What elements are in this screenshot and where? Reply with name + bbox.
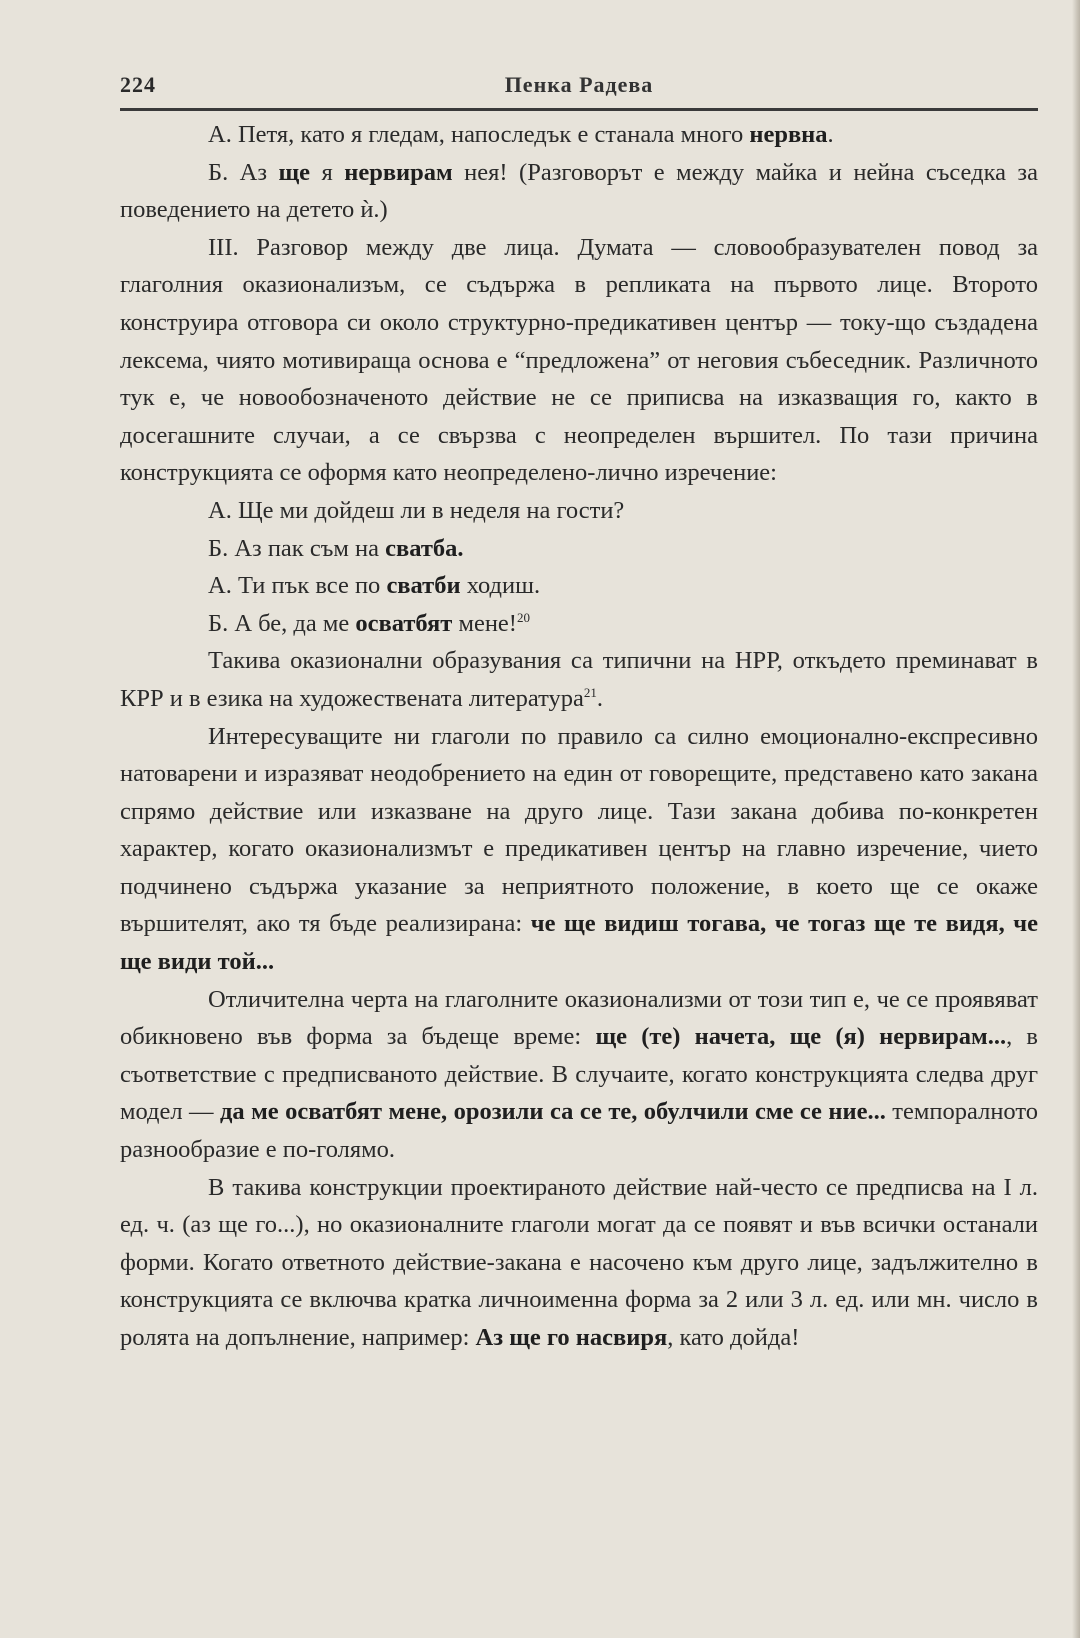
emphasis-text: нервна — [749, 121, 828, 148]
text-run: ходиш. — [460, 572, 541, 600]
paragraph — [120, 116, 1038, 154]
text-run: . — [827, 121, 834, 148]
text-run: мене! — [452, 609, 517, 637]
emphasis-text: сватба. — [385, 534, 464, 562]
paragraph — [120, 642, 1038, 717]
page-number: 224 — [120, 72, 156, 97]
text-run: В такива конструкции проектираното действие най-често се предписва на I л. ед. ч. (аз ще го...), но оказионалните глаголи могат да се появят и във всички останали форми. Когато ответното действие-закана е насочено към друго лице, задължително в конструкцията се включва кратка личноименна форма за 2 или 3 л. ед. или мн. число в ролята на допълнение, например: — [120, 1173, 1038, 1351]
paragraph — [120, 605, 1038, 643]
text-run: III. Разговор между две лица. Думата — словообразувателен повод за глаголния оказионализъм, се съдържа в репликата на първото лице. Второто конструира отговора си около структурно-предикативен център — току-що създадена лексема, чиято мотивираща основа е “предложена” от неговия събеседник. Различното тук е, че новообозначеното действие не се приписва на изказващия го, както в досегашните случаи, а се свързва с неопределен вършител. По тази причина конструкцията се оформя като неопределено-лично изречение: — [120, 233, 1038, 487]
text-run: Такива оказионални образувания са типични на НРР, откъдето преминават в КРР и в езика на художествената литература — [120, 647, 1038, 712]
paragraph — [120, 229, 1038, 492]
paragraph — [120, 981, 1038, 1169]
text-run: А. Ти пък все по — [208, 572, 387, 600]
footnote-ref: 20 — [516, 609, 530, 625]
text-run: А. Петя, като я гледам, напоследък е станала много — [208, 121, 750, 148]
text-run: Б. А бе, да ме — [208, 609, 356, 637]
emphasis-text: да ме осватбят мене, орозили са се те, обулчили сме се ние... — [220, 1098, 886, 1126]
page-header — [120, 70, 1038, 111]
running-head: Пенка Радева — [504, 72, 654, 97]
text-run: Отличителна черта на глаголните оказионализми от този тип е, че се проявяват обикновено във форма за бъдеще време: — [120, 985, 1038, 1051]
paragraph — [120, 492, 1038, 530]
text-run: , като дойда! — [667, 1324, 800, 1351]
text-run: , в съответствие с предписваното действие. В случаите, когато конструкцията следва друг модел — — [120, 1023, 1038, 1126]
text-run: Интересуващите ни глаголи по правило са силно емоционално-експресивно натоварени и изразяват неодобрението на един от говорещите, представено като закана спрямо действие или изказване на друго лице. Тази закана добива по-конкретен характер, когато оказионализмът е предикативен център на главно изречение, чието подчинено съдържа указание за неприятното положение, в което ще се окаже вършителят, ако тя бъде реализирана: — [120, 722, 1038, 938]
paragraph — [120, 1169, 1038, 1357]
emphasis-text: осватбят — [355, 609, 453, 637]
paragraph — [120, 154, 1038, 229]
emphasis-text: че ще видиш тогава, че тогаз ще те видя, че ще види той... — [120, 910, 1038, 976]
paragraph — [120, 718, 1038, 981]
emphasis-text: нервирам — [344, 158, 453, 186]
text-run: Б. Аз — [208, 158, 279, 186]
body-text — [120, 116, 1038, 1357]
text-run: темпоралното разнообразие е по-голямо. — [120, 1098, 1038, 1164]
text-run: я — [310, 158, 345, 186]
text-run: Б. Аз пак съм на — [208, 534, 386, 562]
footnote-ref: 21 — [583, 684, 597, 700]
page-edge — [1072, 0, 1080, 1638]
text-run: нея! (Разговорът е между майка и нейна съседка за поведението на детето ѝ.) — [120, 158, 1038, 224]
emphasis-text: Аз ще го насвиря — [475, 1324, 668, 1351]
paragraph — [120, 567, 1038, 605]
text-run: А. Ще ми дойдеш ли в неделя на гости? — [208, 496, 625, 524]
emphasis-text: сватби — [386, 572, 461, 600]
emphasis-text: ще (те) начета, ще (я) нервирам... — [595, 1023, 1007, 1051]
paragraph — [120, 530, 1038, 568]
text-run: . — [596, 684, 603, 712]
emphasis-text: ще — [278, 158, 311, 186]
